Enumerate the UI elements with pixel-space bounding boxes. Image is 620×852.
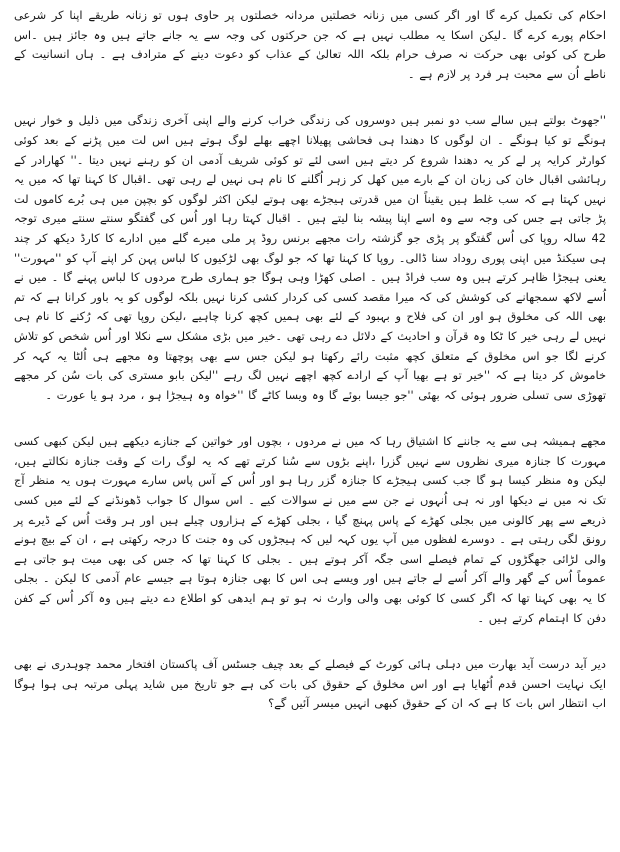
paragraph-funeral-inquiry: مجھے ہمیشہ ہی سے یہ جاننے کا اشتیاق رہا کہ میں نے مردوں ، بچوں اور خواتین کے جنازے دیکھے ہیں لیکن کبھی کسی مہورت کا جنازہ میری نظروں سے نہیں گزرا ،اپنے بڑوں سے سُنا کرتے تھے کہ یہ لوگ رات کے وقت جنازہ نکالتے ہیں، لیکن وہ منظر کیسا ہو گا جب کسی ہیجڑے کا جنازہ گزر رہا ہو اور اُس کے آس پاس سارے مہورت ہوں یہ منظر آج تک نہ میں نے دیکھا اور نہ ہی اُنہوں نے جن سے میں نے سوالات کیے ۔ اس سوال کا جواب ڈھونڈنے کے لئے میں کسی ذریعے سے پھر کالونی میں بجلی کھڑے کے پاس پہنچ گیا ، بجلی کھڑے کے ہزاروں چیلے ہیں اور ہر وقت اُس کے ڈیرے پر رونق لگی رہتی ہے ۔ دوسرے لفظوں میں آپ یوں کہہ لیں کہ ہیجڑوں کی وہ جنت کا درجہ رکھتی ہے ، ان کے بیچ ہونے والی لڑائی جھگڑوں کے تمام فیصلے اسی جگہ آکر ہوتے ہیں ۔ بجلی کا کہنا تھا کہ جس کی بھی میت ہو جاتی ہے عموماً اُس کے گھر والے آکر اُسے لے جاتے ہیں اور ویسے ہی اس کا بھی جنازہ ہوتا ہے جیسے عام آدمی کا لیکن ۔ بجلی کا یہ بھی کہنا تھا کہ اگر کسی کا کوئی بھی والی وارث نہ ہو تو ہم ایدھی کو اطلاع دے دیتے ہیں وہ آکر اُس کے کفن دفن کا اہتمام کرتے ہیں ۔: [14, 434, 606, 625]
paragraph-public-opinion: ''جھوٹ بولتے ہیں سالے سب دو نمبر ہیں دوسروں کی زندگی خراب کرنے والے اپنی آخری زندگی میں ذلیل و خوار نہیں ہونگے تو کیا ہونگے ۔ ان لوگوں کا دھندا ہی فحاشی پھیلانا اچھے بھلے لوگ ہوتے ہیں اس لت میں پڑنے کے بعد کوئی کوارٹر کرایہ پر لے کر یہ دھندا شروع کر دیتے ہیں اسی لئے تو کوئی شریف آدمی ان کو رہنے نہیں دیتا ۔'' کھارادر کے رہائشی اقبال خان کی زبان ان کے بارے میں کھل کر زہر اُگلنے کا نام ہی نہیں لے رہی تھی ۔اقبال کا کہنا تھا کہ میں یہ نہیں کہتا ہے کہ سب غلط ہیں یقیناً ان میں قدرتی ہیجڑے بھی ہوتے لیکن اکثر لوگوں کو بچپن میں ہی بُرے کاموں لت پڑ جاتی ہے جس کی وجہ سے وہ اسے اپنا پیشہ بنا لیتے ہیں ۔ اقبال کہتا رہا اور اُس کی گفتگو سنتے سنتے میری توجہ 42 سالہ روپا کی اُس گفتگو پر پڑی جو گزشتہ رات مجھے برنس روڈ پر ملی میرے گلے میں ادارے کا کارڈ دیکھ کر چند ہی سیکنڈ میں اپنی پوری روداد سنا ڈالی۔ روپا کا کہنا تھا کہ جو لوگ بھی لڑکیوں کا لباس پہن کر اپنے آپ کو ''مہورت'' یعنی ہیجڑا ظاہر کرتے ہیں وہ سب فراڈ ہیں ۔ اصلی کھڑا وہی ہوگا جو ہماری طرح مردوں کا لباس پہنے گا ۔ میں نے اُسے لاکھ سمجھانے کی کوشش کی کہ میرا مقصد کسی کی کردار کشی کرنا نہیں بلکہ لوگوں کو یہ باور کرانا ہے کہ تم بھی اللہ کی مخلوق ہو اور ان کی فلاح و بہبود کے لئے بھی ہمیں کچھ کرنا چاہیے ،لیکن روپا تھی کہ رُکنے کا نام ہی نہیں لے رہی خیر کا ٹکا وہ قرآن و احادیث کے دلائل دے رہی تھی ۔خیر میں بڑی مشکل سے نکلا اور اُس شخص کو تلاش کرنے لگا جو اس مخلوق کے متعلق کچھ مثبت رائے رکھتا ہو لیکن جس سے بھی پوچھتا وہ مجھے ہی اُلٹا یہ کہہ کر خاموش کر دیتا ہے کہ ''خیر تو ہے بھیا آپ کے ارادے کچھ اچھے نہیں لگ رہے ''لیکن بابو مستری کی بات سُن کر مجھے تھوڑی سی تسلی ضرور ہوئی کہ بھئی ''جو جیسا بوئے گا وہ ویسا کاٹے گا ''خواہ وہ ہیجڑا ہو ، مرد ہو یا عورت ۔: [14, 113, 606, 402]
paragraph-conclusion: دیر آید درست آید بھارت میں دہلی ہائی کورٹ کے فیصلے کے بعد چیف جسٹس آف پاکستان افتخار محمد چوہدری نے بھی ایک نہایت احسن قدم اُٹھایا ہے اور اس مخلوق کے حقوق کی بات کی ہے جو تاریخ میں شاید پہلی مرتبہ ہی ہوا ہوگا اب انتظار اس بات کا ہے کہ ان کے حقوق کبھی انہیں میسر آئیں گے؟: [14, 657, 606, 711]
paragraph-rules-of-conduct: احکام کی تکمیل کرے گا اور اگر کسی میں زنانہ خصلتیں مردانہ خصلتوں پر حاوی ہوں تو زنانہ طریقے اپنا کر شرعی احکام پورے کرے گا ۔لیکن اسکا یہ مطلب نہیں ہے کہ جن حرکتوں کی وجہ سے یہ جانے جاتے ہیں وہ جائز ہیں ۔اس طرح کی کوئی بھی حرکت نہ صرف حرام بلکہ اللہ تعالیٰ کے عذاب کو دعوت دینے کے مترادف ہے ۔ ہاں انسانیت کے ناطے اُن سے محبت ہر فرد پر لازم ہے ۔: [14, 8, 606, 81]
